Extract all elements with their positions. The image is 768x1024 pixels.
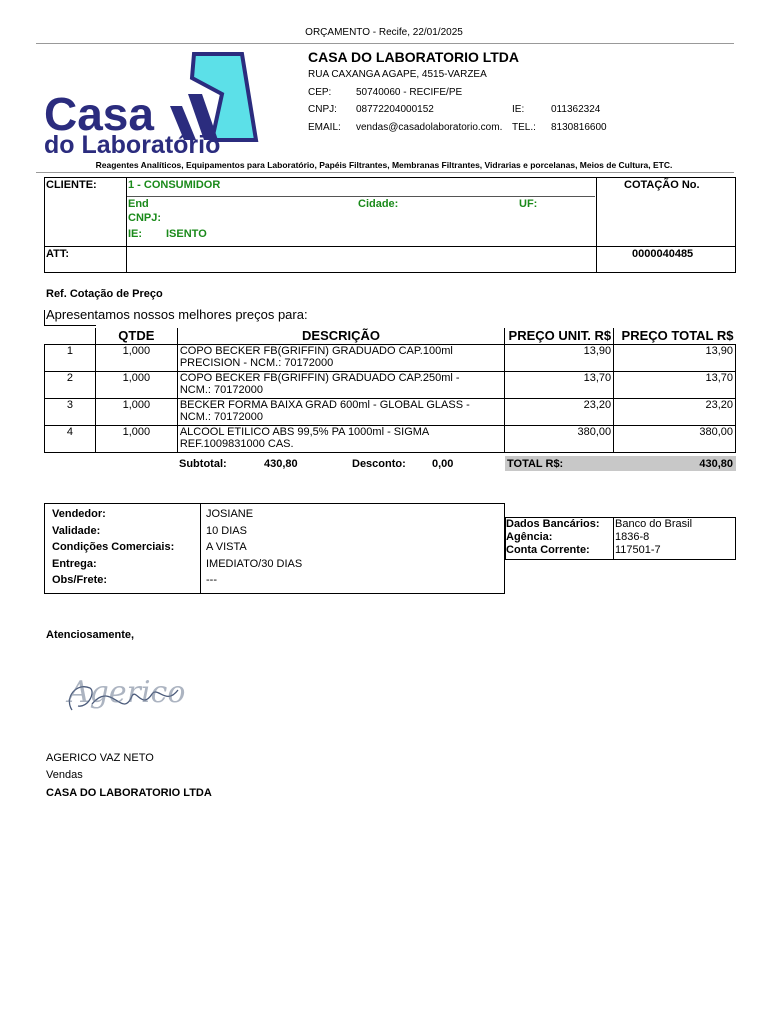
col-header-qtde: QTDE [95, 328, 177, 344]
conta-label: Conta Corrente: [506, 544, 590, 556]
ie-label: IE: [512, 104, 525, 115]
email-value: vendas@casadolaboratorio.com. [356, 122, 503, 133]
closing-greeting: Atenciosamente, [46, 629, 135, 641]
terms-value: A VISTA [206, 541, 247, 553]
item-preco-total: 13,90 [614, 344, 736, 371]
company-name: CASA DO LABORATORIO LTDA [308, 49, 520, 65]
company-tagline: Reagentes Analíticos, Equipamentos para Laboratório, Papéis Filtrantes, Membranas Filtrantes, Vidrarias e porcelanas, Meios de Cultura, ETC. [95, 160, 673, 170]
terms-value: JOSIANE [206, 508, 254, 520]
cidade-label: Cidade: [358, 198, 399, 210]
cotacao-number: 0000040485 [632, 248, 694, 260]
item-descricao-line1: COPO BECKER FB(GRIFFIN) GRADUADO CAP.250ml - [179, 371, 460, 384]
cotacao-label: COTAÇÃO No. [624, 179, 700, 191]
tel-label: TEL.: [512, 122, 536, 133]
total-label: TOTAL R$: [507, 458, 564, 470]
item-preco-unit: 13,90 [505, 344, 614, 371]
item-qtde: 1,000 [95, 425, 177, 452]
conta-value: 117501-7 [615, 544, 661, 556]
document-title: ORÇAMENTO - Recife, 22/01/2025 [305, 27, 463, 38]
ie-value: 011362324 [551, 104, 601, 115]
col-header-n [45, 328, 96, 344]
item-number: 4 [66, 425, 74, 438]
signature-text: Agerico [68, 675, 186, 710]
table-row [45, 344, 736, 371]
header-divider [36, 43, 734, 44]
items-table [44, 328, 736, 453]
table-row [45, 425, 736, 452]
subtotal-label: Subtotal: [179, 458, 227, 470]
item-qtde: 1,000 [95, 398, 177, 425]
item-descricao-line1: ALCOOL ETILICO ABS 99,5% PA 1000ml - SIGMA [179, 425, 430, 438]
terms-label: Validade: [52, 524, 101, 537]
company-logo [42, 50, 300, 160]
bank-name-label: Dados Bancários: [506, 518, 600, 530]
bank-name-value: Banco do Brasil [615, 518, 693, 530]
item-descricao-line1: COPO BECKER FB(GRIFFIN) GRADUADO CAP.100ml [179, 344, 453, 357]
item-descricao-line2: PRECISION - NCM.: 70172000 [179, 356, 334, 369]
end-label: End [128, 198, 149, 210]
terms-label: Vendedor: [52, 508, 106, 520]
item-descricao-line2: NCM.: 70172000 [179, 383, 263, 396]
item-descricao [177, 398, 504, 425]
terms-label: Condições Comerciais: [52, 541, 175, 553]
agencia-label: Agência: [506, 531, 553, 543]
signer-company: CASA DO LABORATORIO LTDA [46, 787, 212, 799]
agencia-value: 1836-8 [615, 531, 650, 543]
client-cnpj-label: CNPJ: [128, 212, 162, 224]
item-descricao [177, 371, 504, 398]
table-row [45, 398, 736, 425]
item-preco-unit: 23,20 [505, 398, 614, 425]
item-number: 2 [66, 371, 74, 384]
email-label: EMAIL: [308, 122, 341, 133]
cnpj-label: CNPJ: [308, 104, 337, 115]
logo-word-laboratorio: do Laboratório [44, 131, 221, 159]
table-row [45, 371, 736, 398]
ref-heading: Ref. Cotação de Preço [46, 288, 163, 300]
cep-value: 50740060 - RECIFE/PE [356, 87, 463, 98]
item-preco-total: 13,70 [614, 371, 736, 398]
item-qtde: 1,000 [95, 371, 177, 398]
logo-word-casa: Casa [44, 88, 154, 140]
terms-label: Entrega: [52, 557, 97, 570]
item-preco-total: 380,00 [614, 425, 736, 452]
item-descricao-line2: NCM.: 70172000 [179, 410, 263, 423]
total-value: 430,80 [699, 458, 733, 470]
item-descricao [177, 425, 504, 452]
item-qtde: 1,000 [95, 344, 177, 371]
tel-value: 8130816600 [551, 122, 607, 133]
desconto-label: Desconto: [352, 458, 406, 470]
item-number: 3 [66, 398, 74, 411]
tagline-divider [36, 172, 734, 173]
client-ie-label: IE: [128, 228, 143, 240]
terms-label: Obs/Frete: [52, 574, 108, 586]
bank-box-divider [613, 517, 614, 560]
client-ie-value: ISENTO [166, 228, 207, 240]
item-number: 1 [66, 344, 74, 357]
signer-name: AGERICO VAZ NETO [46, 752, 154, 764]
signer-role: Vendas [46, 769, 83, 781]
att-label: ATT: [46, 248, 70, 260]
uf-label: UF: [519, 198, 538, 210]
intro-text: Apresentamos nossos melhores preços para: [46, 307, 308, 322]
subtotal-value: 430,80 [264, 458, 298, 470]
intro-bracket-left [44, 310, 45, 325]
col-header-descricao: DESCRIÇÃO [177, 328, 504, 344]
col-header-preco-unit: PREÇO UNIT. R$ [505, 328, 614, 344]
terms-box-divider [200, 504, 201, 593]
item-descricao [177, 344, 504, 371]
cliente-underline [127, 196, 595, 197]
item-preco-unit: 13,70 [505, 371, 614, 398]
terms-value: 10 DIAS [206, 524, 247, 537]
desconto-value: 0,00 [432, 458, 454, 470]
client-box-divider-right [596, 177, 597, 273]
item-preco-total: 23,20 [614, 398, 736, 425]
intro-bracket-bottom [44, 325, 96, 326]
cep-label: CEP: [308, 87, 332, 98]
col-header-preco-total: PREÇO TOTAL R$ [614, 328, 736, 344]
cliente-value: 1 - CONSUMIDOR [128, 179, 221, 191]
signature [62, 660, 190, 735]
item-preco-unit: 380,00 [505, 425, 614, 452]
item-descricao-line2: REF.1009831000 CAS. [179, 437, 294, 450]
terms-value: IMEDIATO/30 DIAS [206, 557, 303, 570]
cnpj-value: 08772204000152 [356, 104, 434, 115]
company-address: RUA CAXANGA AGAPE, 4515-VARZEA [308, 69, 487, 80]
client-box-divider-left [126, 177, 127, 273]
item-descricao-line1: BECKER FORMA BAIXA GRAD 600ml - GLOBAL GLASS - [179, 398, 470, 411]
terms-value: --- [206, 574, 217, 586]
client-box-divider-bottom [44, 246, 736, 247]
cliente-label: CLIENTE: [46, 179, 97, 191]
